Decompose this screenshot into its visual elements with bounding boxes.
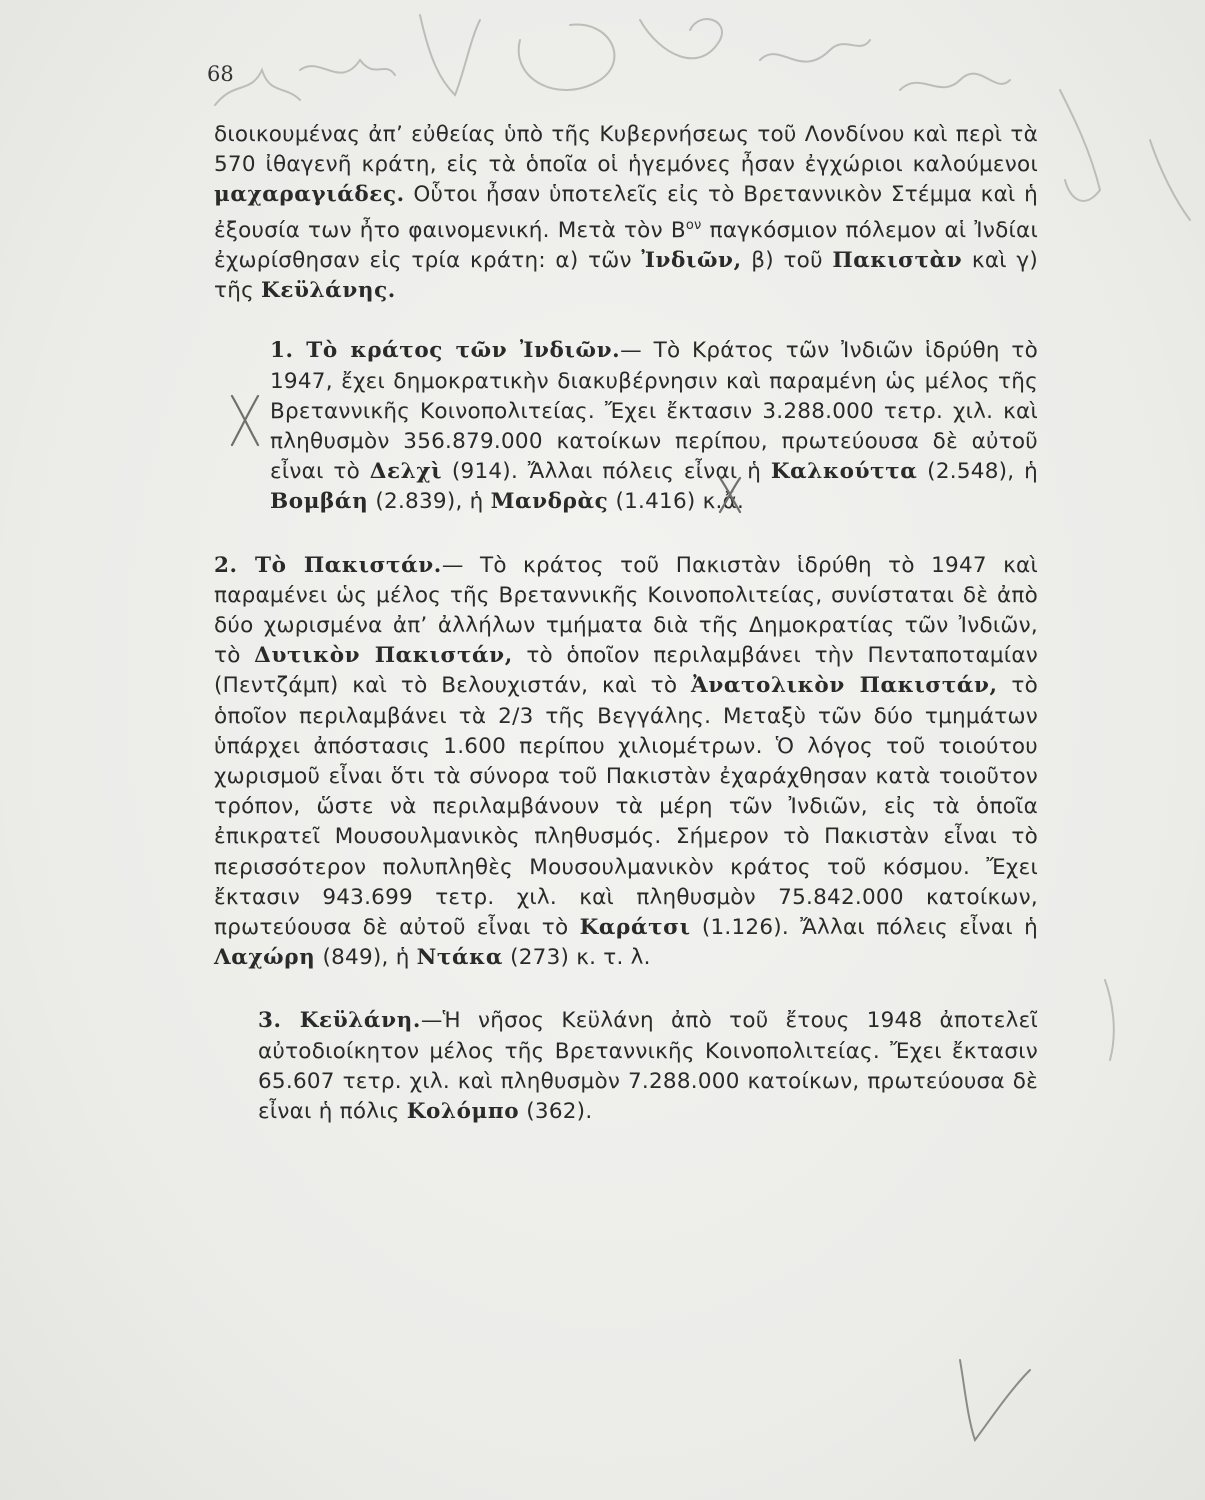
term-ceylon: Κεϋλάνης. bbox=[261, 278, 396, 304]
section-ceylon: 3. Κεϋλάνη.—Ἡ νῆσος Κεϋλάνη ἀπὸ τοῦ ἔτους 1948 ἀποτελεῖ αὐτοδιοίκητον μέλος τῆς Βρεταννικῆς Κοινοπολιτείας. Ἔχει ἔκτασιν 65.607 τετρ. χιλ. καὶ πληθυσμὸν 7.288.000 κατοίκων, πρωτεύουσα δὲ εἶναι ἡ πόλις Κολόμπο (362). bbox=[258, 1008, 1038, 1125]
term-pakistan: Πακιστὰν bbox=[832, 247, 963, 273]
intro-paragraph: διοικουμένας ἀπ’ εὐθείας ὑπὸ τῆς Κυβερνήσεως τοῦ Λονδίνου καὶ περὶ τὰ 570 ἰθαγενῆ κράτη, εἰς τὰ ὁποῖα οἱ ἡγεμόνες ἦσαν ἐγχώριοι καλούμενοι μαχαραγιάδες. Οὗτοι ἦσαν ὑποτελεῖς εἰς τὸ Βρεταννικὸν Στέμμα καὶ ἡ ἐξουσία των ἦτο φαινομενική. Μετὰ τὸν $B^{o\nu}$ παγκόσμιον πόλεμον αἱ Ἰνδίαι ἐχωρίσθησαν εἰς τρία κράτη: α) τῶν Ἰνδιῶν, β) τοῦ Πακιστὰν καὶ γ) τῆς Κεϋλάνης. bbox=[214, 122, 1039, 304]
ordinal-superscript: ον bbox=[685, 217, 702, 233]
section-pakistan-heading: 2. Τὸ Πακιστάν. bbox=[214, 552, 442, 578]
section-india-heading: 1. Τὸ κράτος τῶν Ἰνδιῶν. bbox=[270, 338, 621, 364]
city-lahore: Λαχώρη bbox=[214, 945, 316, 971]
city-bombay: Βομβάη bbox=[270, 489, 369, 515]
section-pakistan: 2. Τὸ Πακιστάν.— Τὸ κράτος τοῦ Πακιστὰν ἱδρύθη τὸ 1947 καὶ παραμένει ὡς μέλος τῆς Βρεταννικῆς Κοινοπολιτείας, συνίσταται δὲ ἀπὸ δύο χωρισμένα ἀπ’ ἀλλήλων τμήματα διὰ τῆς Δημοκρατίας τῶν Ἰνδιῶν, τὸ Δυτικὸν Πακιστάν, τὸ ὁποῖον περιλαμβάνει τὴν Πενταποταμίαν (Πεντζάμπ) καὶ τὸ Βελουχιστάν, καὶ τὸ Ἀνατολικὸν Πακιστάν, τὸ ὁποῖον περιλαμβάνει τὰ 2/3 τῆς Βεγγάλης. Μεταξὺ τῶν δύο τμημάτων ὑπάρχει ἀπόστασις 1.600 περίπου χιλιομέτρων. Ὁ λόγος τοῦ τοιούτου χωρισμοῦ εἶναι ὅτι τὰ σύνορα τοῦ Πακιστὰν ἐχαράχθησαν κατὰ τοιοῦτον τρόπον, ὥστε νὰ περιλαμβάνουν τὰ μέρη τῶν Ἰνδιῶν, εἰς τὰ ὁποῖα ἐπικρατεῖ Μουσουλμανικὸς πληθυσμός. Σήμερον τὸ Πακιστὰν εἶναι τὸ περισσότερον πολυπληθὲς Μουσουλμανικὸν κράτος τοῦ κόσμου. Ἔχει ἔκτασιν 943.699 τετρ. χιλ. καὶ πληθυσμὸν 75.842.000 κατοίκων, πρωτεύουσα δὲ αὐτοῦ εἶναι τὸ Καράτσι (1.126). Ἄλλαι πόλεις εἶναι ἡ Λαχώρη (849), ἡ Ντάκα (273) κ. τ. λ. bbox=[214, 552, 1039, 971]
city-madras: Μανδρὰς bbox=[490, 489, 609, 515]
page-number: 68 bbox=[207, 62, 234, 86]
city-dhaka: Ντάκα bbox=[416, 945, 503, 971]
city-colombo: Κολόμπο bbox=[406, 1099, 520, 1125]
term-east-pakistan: Ἀνατολικὸν Πακιστάν, bbox=[691, 673, 998, 699]
section-ceylon-heading: 3. Κεϋλάνη. bbox=[258, 1008, 421, 1034]
city-calcutta: Καλκούττα bbox=[770, 459, 918, 485]
section-india: 1. Τὸ κράτος τῶν Ἰνδιῶν.— Τὸ Κράτος τῶν Ἰνδιῶν ἱδρύθη τὸ 1947, ἔχει δημοκρατικὴν διακυβέρνησιν καὶ παραμένη ὡς μέλος τῆς Βρεταννικῆς Κοινοπολιτείας. Ἔχει ἔκτασιν 3.288.000 τετρ. χιλ. καὶ πληθυσμὸν 356.879.000 κατοίκων περίπου, πρωτεύουσα δὲ αὐτοῦ εἶναι τὸ Δελχὶ (914). Ἄλλαι πόλεις εἶναι ἡ Καλκούττα (2.548), ἡ Βομβάη (2.839), ἡ Μανδρὰς (1.416) κ.ἄ. bbox=[270, 338, 1038, 515]
page-body bbox=[214, 120, 1038, 1127]
term-maharajas: μαχαραγιάδες. bbox=[214, 182, 405, 208]
city-karachi: Καράτσι bbox=[579, 915, 691, 941]
term-west-pakistan: Δυτικὸν Πακιστάν, bbox=[254, 643, 513, 669]
term-india: Ἰνδιῶν, bbox=[641, 247, 742, 273]
city-delhi: Δελχὶ bbox=[369, 459, 443, 485]
